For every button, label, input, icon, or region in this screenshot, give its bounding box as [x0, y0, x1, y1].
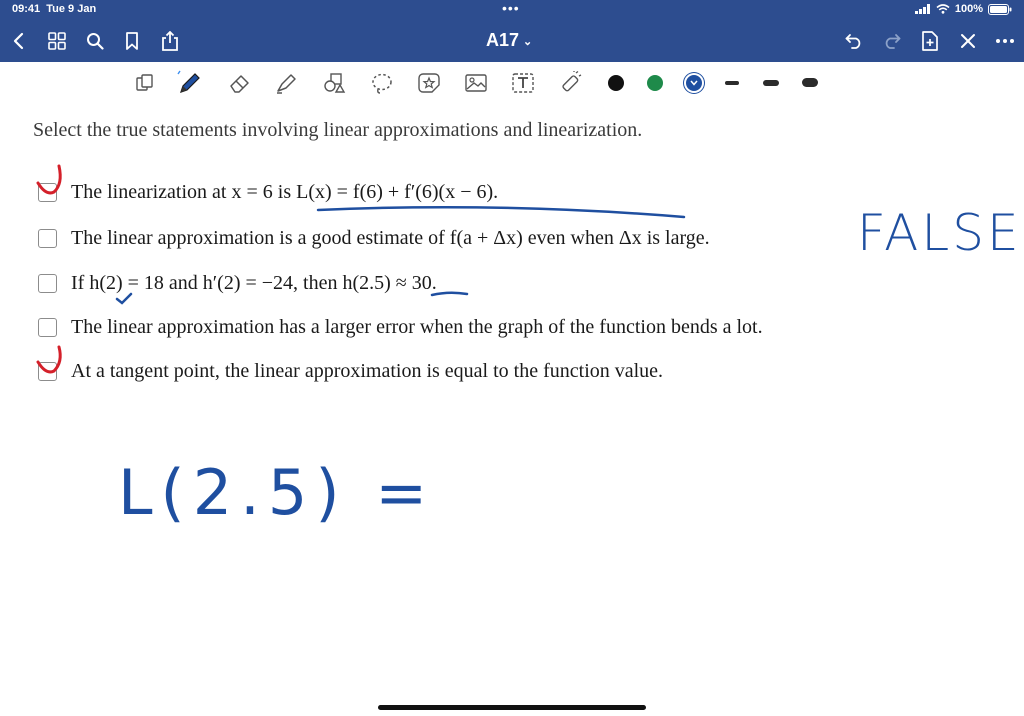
option-2[interactable] [38, 224, 710, 252]
status-indicators [915, 3, 1012, 15]
grid-icon[interactable] [46, 30, 68, 52]
share-icon[interactable] [159, 30, 181, 52]
back-icon[interactable] [8, 30, 30, 52]
add-page-icon[interactable] [919, 30, 941, 52]
option-checkbox[interactable] [38, 274, 57, 293]
option-3[interactable] [38, 269, 437, 297]
top-bar [0, 0, 1024, 62]
option-text: The linearization at x = 6 is L(x) = f(6) + f′(6)(x − 6). [71, 180, 499, 203]
battery-icon [988, 4, 1012, 15]
option-checkbox[interactable] [38, 318, 57, 337]
blue-underline [318, 207, 684, 217]
color-swatch-black[interactable] [608, 75, 624, 91]
blue-underline-short [432, 293, 467, 295]
shapes-icon[interactable] [320, 70, 348, 96]
sticker-icon[interactable] [415, 70, 443, 96]
handwritten-work: L(2.5) = [118, 456, 436, 529]
more-icon[interactable] [994, 30, 1016, 52]
page-content [0, 104, 1024, 716]
laser-pointer-icon[interactable] [556, 70, 584, 96]
option-1[interactable] [38, 178, 498, 206]
multitasking-dots-icon[interactable]: ••• [502, 0, 520, 16]
eraser-icon[interactable] [226, 70, 254, 96]
bookmark-icon[interactable] [121, 30, 143, 52]
home-indicator[interactable] [378, 705, 646, 710]
option-checkbox[interactable] [38, 362, 57, 381]
document-title-text: A17 [486, 30, 520, 50]
highlighter-icon[interactable] [272, 70, 300, 96]
close-icon[interactable] [957, 30, 979, 52]
color-swatch-green[interactable] [647, 75, 663, 91]
stroke-thick[interactable] [802, 78, 818, 87]
stroke-thin[interactable] [725, 81, 739, 85]
battery-percent: 100% [954, 3, 983, 15]
color-swatch-blue-selected[interactable] [686, 75, 702, 91]
stroke-medium[interactable] [763, 80, 779, 86]
search-icon[interactable] [84, 30, 106, 52]
handwritten-false-note: FALSE [857, 204, 1022, 262]
lasso-select-icon[interactable] [131, 70, 159, 96]
status-date: Tue 9 Jan [46, 3, 97, 15]
option-checkbox[interactable] [38, 229, 57, 248]
option-text: At a tangent point, the linear approximation is equal to the function value. [71, 359, 664, 382]
wifi-icon [936, 4, 950, 14]
option-text: If h(2) = 18 and h′(2) = −24, then h(2.5) ≈ 30. [71, 271, 437, 294]
chevron-down-icon: ⌄ [523, 35, 533, 48]
signal-icon [915, 4, 931, 14]
undo-icon[interactable] [843, 30, 865, 52]
image-icon[interactable] [462, 70, 490, 96]
redo-icon[interactable] [881, 30, 903, 52]
option-4[interactable] [38, 313, 763, 341]
option-5[interactable] [38, 357, 663, 385]
document-title[interactable] [486, 30, 532, 51]
option-text: The linear approximation has a larger error when the graph of the function bends a lot. [71, 315, 763, 338]
lasso-icon[interactable] [368, 70, 396, 96]
option-checkbox[interactable] [38, 183, 57, 202]
pen-icon[interactable] [176, 70, 204, 96]
status-clock: 09:41 [12, 3, 41, 15]
option-text: The linear approximation is a good estimate of f(a + Δx) even when Δx is large. [71, 226, 710, 249]
text-icon[interactable] [509, 70, 537, 96]
status-time [12, 3, 96, 15]
question-prompt: Select the true statements involving linear approximations and linearization. [33, 119, 643, 141]
annotation-toolbar [0, 62, 1024, 104]
